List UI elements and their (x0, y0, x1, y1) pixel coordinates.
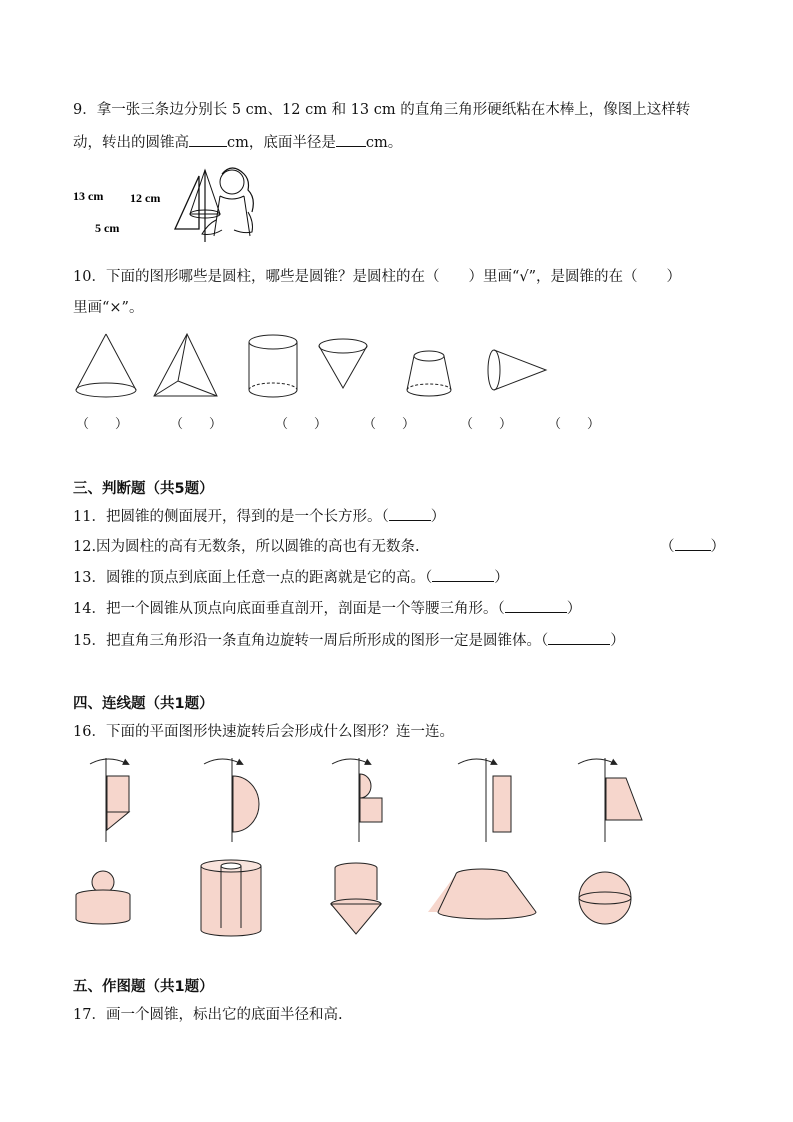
solid-hollow-cylinder (201, 860, 261, 936)
q14-text: 14．把一个圆锥从顶点向底面垂直剖开，剖面是一个等腰三角形。（ (73, 601, 505, 617)
q10-line2: 里画“×”。 (73, 300, 144, 316)
q12-open: （ (660, 539, 675, 555)
plane-shape-5 (578, 758, 642, 842)
shape-frustum (407, 351, 451, 396)
q13 (73, 568, 509, 588)
q12-text: 12.因为圆柱的高有无数条，所以圆锥的高也有无数条. (73, 539, 420, 555)
q9-line1: 9．拿一张三条边分别长 5 cm、12 cm 和 13 cm 的直角三角形硬纸粘在木棒上，像图上这样转 (73, 102, 691, 118)
q12-close: ） (710, 539, 725, 555)
q17: 17．画一个圆锥，标出它的底面半径和高. (73, 1007, 343, 1023)
q9-label-13cm: 13 cm (73, 189, 104, 203)
shape-inverted-cone (319, 339, 367, 388)
q16: 16．下面的平面图形快速旋转后会形成什么图形？连一连。 (73, 724, 454, 740)
q10-shapes (70, 330, 560, 405)
q10-paren-5[interactable]: （ ） (460, 417, 513, 432)
q10-paren-6[interactable]: （ ） (548, 417, 601, 432)
q14 (73, 599, 581, 619)
q11-blank[interactable] (389, 520, 431, 521)
plane-shape-4 (458, 758, 511, 842)
q16-figures (70, 756, 670, 946)
q13-blank[interactable] (432, 581, 494, 582)
q10-paren-1[interactable]: （ ） (76, 417, 129, 432)
q12-blank[interactable] (675, 550, 711, 551)
q9-text-c: cm。 (365, 135, 403, 151)
q14-blank[interactable] (505, 612, 567, 613)
q10-line1: 10．下面的图形哪些是圆柱，哪些是圆锥？是圆柱的在（ ）里画“√”，是圆锥的在（ ） (73, 269, 682, 285)
section3-title: 三、判断题（共5题） (73, 481, 214, 497)
q9-label-5cm: 5 cm (95, 221, 120, 235)
section5-title: 五、作图题（共1题） (73, 979, 214, 995)
q12-answer (660, 537, 725, 557)
q12 (73, 537, 420, 557)
q9-blank-height[interactable] (189, 146, 227, 147)
q11 (73, 507, 445, 527)
solid-sphere (579, 872, 631, 924)
shape-pyramid (154, 334, 217, 396)
solid-frustum (428, 869, 536, 919)
q9-blank-radius[interactable] (336, 146, 366, 147)
q15-blank[interactable] (548, 644, 610, 645)
q9-text-a: 动，转出的圆锥高 (73, 135, 189, 151)
q10-paren-3[interactable]: （ ） (275, 417, 328, 432)
q15 (73, 631, 625, 651)
solid-sphere-on-cylinder (76, 871, 130, 924)
q9-text-b: cm，底面半径是 (227, 135, 336, 151)
q15-close: ） (610, 633, 625, 649)
plane-shape-3 (332, 758, 382, 842)
shape-cone-1 (76, 334, 136, 397)
q11-text: 11．把圆锥的侧面展开，得到的是一个长方形。（ (73, 509, 389, 525)
q13-text: 13．圆锥的顶点到底面上任意一点的距离就是它的高。（ (73, 570, 433, 586)
q9-line2 (73, 133, 402, 153)
q10-paren-2[interactable]: （ ） (170, 417, 223, 432)
shape-cylinder (249, 335, 297, 397)
q9-label-12cm: 12 cm (130, 191, 161, 205)
q13-close: ） (494, 570, 509, 586)
plane-shape-1 (90, 758, 129, 842)
shape-sideways-cone (488, 350, 546, 390)
q15-text: 15．把直角三角形沿一条直角边旋转一周后所形成的图形一定是圆锥体。（ (73, 633, 549, 649)
q11-close: ） (430, 509, 446, 525)
plane-shape-2 (204, 758, 259, 842)
section4-title: 四、连线题（共1题） (73, 696, 214, 712)
q10-paren-4[interactable]: （ ） (363, 417, 416, 432)
q9-figure (70, 162, 260, 247)
q14-close: ） (566, 601, 582, 617)
solid-cylinder-with-cone (331, 863, 381, 934)
